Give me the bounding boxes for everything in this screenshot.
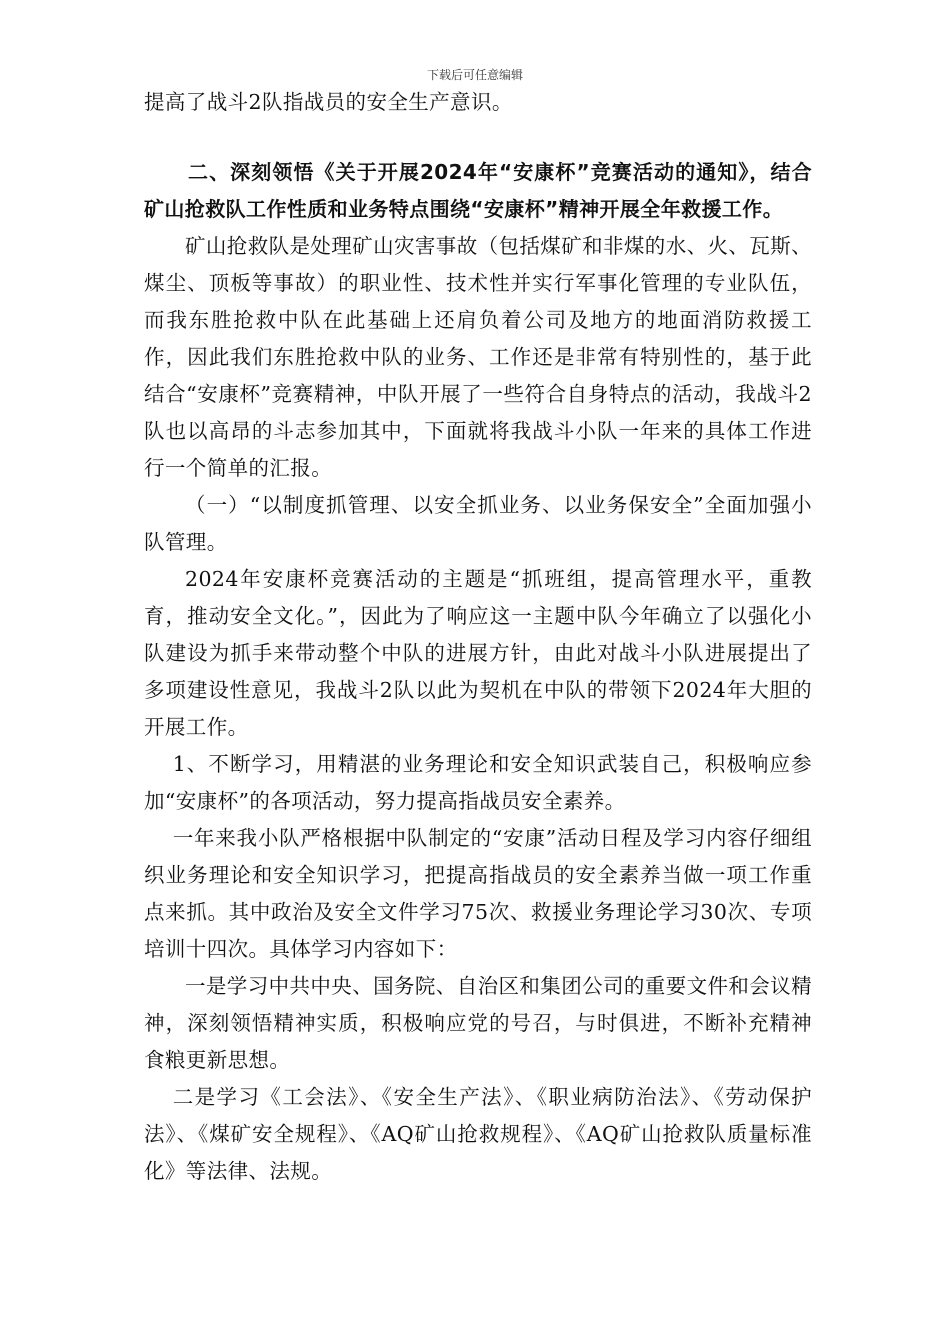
paragraph-second: 二是学习《工会法》、《安全生产法》、《职业病防治法》、《劳动保护法》、《煤矿安全规程》、《AQ矿山抢救规程》、《AQ矿山抢救队质量标准化》等法律、法规。: [144, 1085, 812, 1183]
header-note: 下载后可任意编辑: [426, 68, 523, 82]
paragraph-study: 一年来我小队严格根据中队制定的“安康”活动日程及学习内容仔细组织业务理论和安全知识学习，把提高指战员的安全素养当做一项工作重点来抓。其中政治及安全文件学习75次、救援业务理论学习30次、专项培训十四次。具体学习内容如下：: [144, 826, 812, 961]
subheading-1: （一）“以制度抓管理、以安全抓业务、以业务保安全”全面加强小队管理。: [144, 493, 812, 554]
paragraph-intro: 矿山抢救队是处理矿山灾害事故（包括煤矿和非煤的水、火、瓦斯、煤尘、顶板等事故）的职业性、技术性并实行军事化管理的专业队伍，而我东胜抢救中队在此基础上还肩负着公司及地方的地面消防救援工作，因此我们东胜抢救中队的业务、工作还是非常有特别性的，基于此结合“安康杯”竞赛精神，中队开展了一些符合自身特点的活动，我战斗2队也以高昂的斗志参加其中，下面就将我战斗小队一年来的具体工作进行一个简单的汇报。: [144, 234, 812, 480]
list-item-1: 1、不断学习，用精湛的业务理论和安全知识武装自己，积极响应参加“安康杯”的各项活动，努力提高指战员安全素养。: [144, 752, 812, 813]
paragraph-continuation: 提高了战斗2队指战员的安全生产意识。: [144, 90, 513, 114]
paragraph-theme: 2024年安康杯竞赛活动的主题是“抓班组，提高管理水平，重教育，推动安全文化。”，因此为了响应这一主题中队今年确立了以强化小队建设为抓手来带动整个中队的进展方针，由此对战斗小队进展提出了多项建设性意见，我战斗2队以此为契机在中队的带领下2024年大胆的开展工作。: [144, 567, 812, 739]
paragraph-first: 一是学习中共中央、国务院、自治区和集团公司的重要文件和会议精神，深刻领悟精神实质，积极响应党的号召，与时俱进，不断补充精神食粮更新思想。: [144, 974, 812, 1072]
document-body: [144, 84, 812, 1190]
section-heading-2: 二、深刻领悟《关于开展2024年“安康杯”竞赛活动的通知》，结合矿山抢救队工作性质和业务特点围绕“安康杯”精神开展全年救援工作。: [144, 160, 812, 221]
